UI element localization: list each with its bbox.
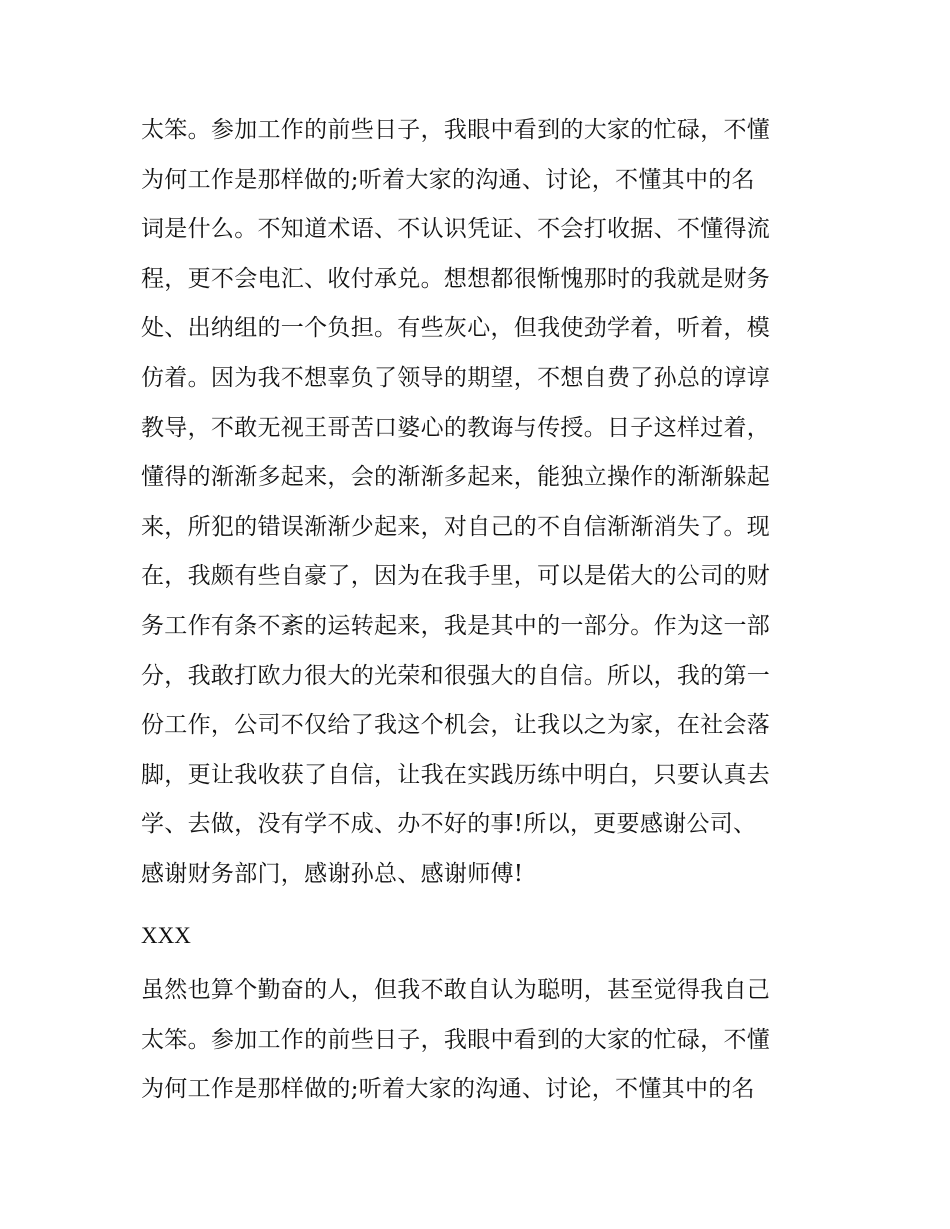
paragraph-line: 程，更不会电汇、收付承兑。想想都很惭愧那时的我就是财务 [141, 265, 771, 292]
paragraph-line: 学、去做，没有学不成、办不好的事!所以，更要感谢公司、 [141, 811, 757, 838]
paragraph-line: 懂得的渐渐多起来，会的渐渐多起来，能独立操作的渐渐躲起 [141, 464, 771, 491]
paragraph-line: 份工作，公司不仅给了我这个机会，让我以之为家，在社会落 [141, 712, 771, 739]
paragraph-line: 太笨。参加工作的前些日子，我眼中看到的大家的忙碌，不懂 [141, 117, 771, 143]
paragraph-line: 教导，不敢无视王哥苦口婆心的教诲与传授。日子这样过着， [141, 414, 771, 441]
paragraph-line: 来，所犯的错误渐渐少起来，对自己的不自信渐渐消失了。现 [141, 513, 771, 540]
paragraph-line: 在，我颇有些自豪了，因为在我手里，可以是偌大的公司的财 [141, 563, 771, 590]
paragraph-line: 务工作有条不紊的运转起来，我是其中的一部分。作为这一部 [141, 612, 771, 639]
section-heading: XXX [141, 923, 191, 948]
paragraph-line: 感谢财务部门，感谢孙总、感谢师傅! [141, 860, 524, 887]
paragraph-1 [141, 106, 821, 900]
paragraph-line: 虽然也算个勤奋的人，但我不敢自认为聪明，甚至觉得我自己 [141, 977, 771, 1003]
paragraph-2 [141, 966, 821, 1115]
paragraph-line: 词是什么。不知道术语、不认识凭证、不会打收据、不懂得流 [141, 216, 771, 243]
paragraph-line: 分，我敢打欧力很大的光荣和很强大的自信。所以，我的第一 [141, 662, 771, 689]
paragraph-line: 太笨。参加工作的前些日子，我眼中看到的大家的忙碌，不懂 [141, 1026, 771, 1053]
paragraph-line: 为何工作是那样做的;听着大家的沟通、讨论，不懂其中的名 [141, 166, 755, 193]
paragraph-line: 处、出纳组的一个负担。有些灰心，但我使劲学着，听着，模 [141, 315, 771, 342]
paragraph-line: 脚，更让我收获了自信，让我在实践历练中明白，只要认真去 [141, 761, 771, 788]
paragraph-line: 仿着。因为我不想辜负了领导的期望，不想自费了孙总的谆谆 [141, 364, 771, 391]
paragraph-line: 为何工作是那样做的;听着大家的沟通、讨论，不懂其中的名 [141, 1076, 755, 1103]
